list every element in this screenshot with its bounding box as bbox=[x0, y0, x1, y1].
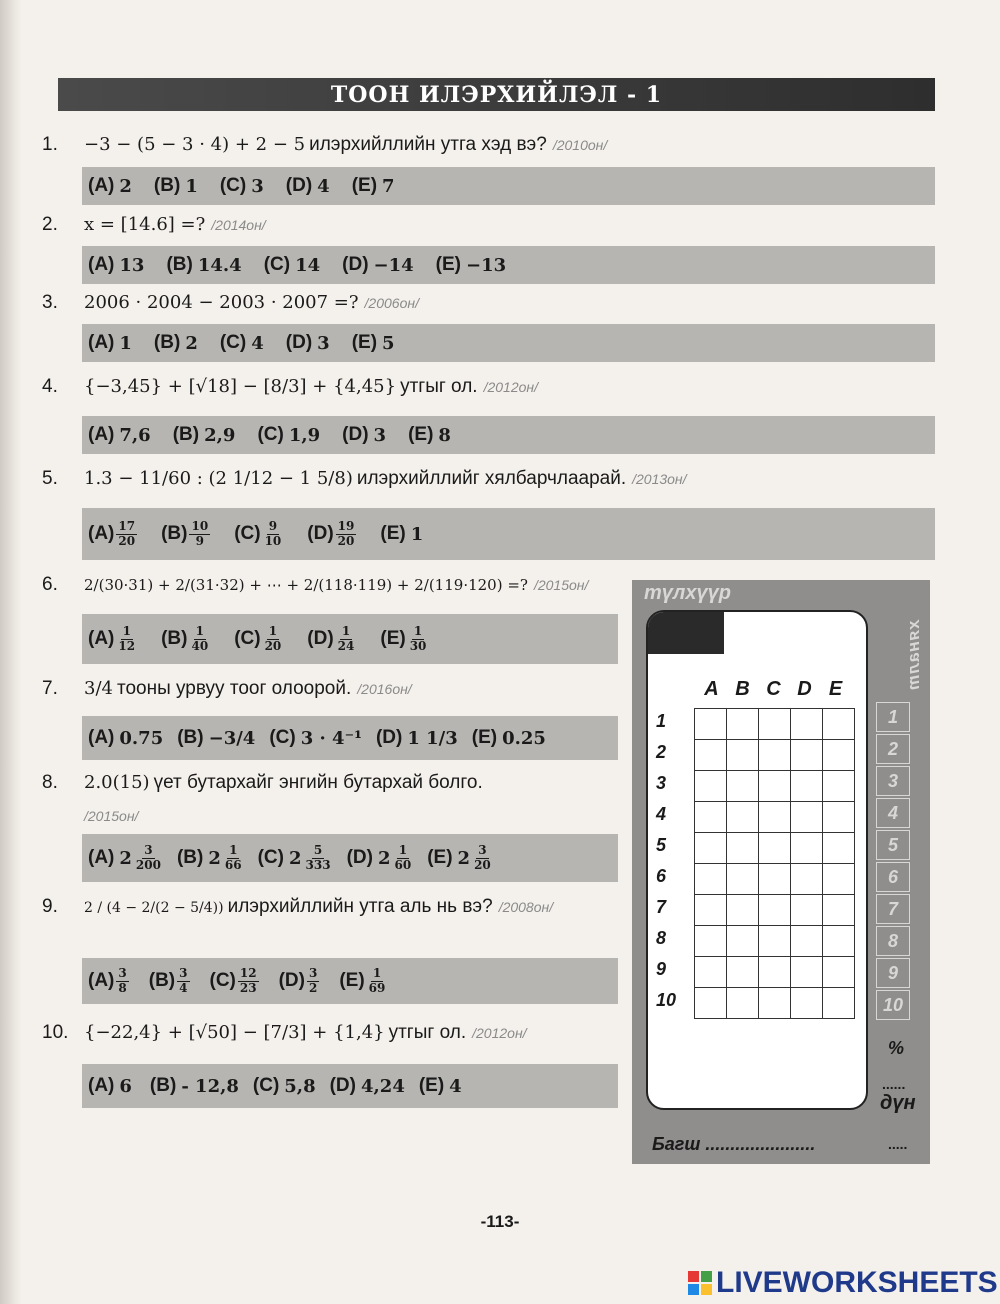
grid-cell[interactable] bbox=[759, 988, 791, 1019]
grid-cell[interactable] bbox=[695, 709, 727, 740]
option-b[interactable]: (B) $\frac{10}{9}$ bbox=[161, 519, 209, 548]
question-expression: 3/4 bbox=[84, 678, 113, 699]
liveworksheets-logo bbox=[688, 1266, 998, 1300]
option-e[interactable]: (E) 7 bbox=[351, 175, 395, 197]
answer-options-6 bbox=[82, 614, 618, 664]
grid-cell[interactable] bbox=[791, 988, 823, 1019]
option-c[interactable]: (C) 1,9 bbox=[257, 424, 321, 446]
grid-cell[interactable] bbox=[727, 957, 759, 988]
row-number: 1 bbox=[656, 711, 667, 731]
answer-options-1 bbox=[82, 167, 935, 205]
question-10 bbox=[42, 1022, 527, 1044]
grid-cell[interactable] bbox=[695, 957, 727, 988]
grid-cell[interactable] bbox=[791, 771, 823, 802]
option-d[interactable]: (D) 3 bbox=[342, 424, 387, 446]
grid-cell[interactable] bbox=[695, 895, 727, 926]
check-box[interactable]: 4 bbox=[876, 798, 910, 828]
option-c[interactable]: (C) $\frac{9}{10}$ bbox=[234, 519, 282, 548]
option-d[interactable]: (D) −14 bbox=[342, 254, 414, 276]
option-a[interactable]: (A) $\frac{3}{8}$ bbox=[88, 966, 127, 995]
grid-cell[interactable] bbox=[759, 771, 791, 802]
option-b[interactable]: (B) 2 bbox=[153, 332, 198, 354]
question-year: /2012он/ bbox=[472, 1025, 527, 1041]
question-text: утгыг ол. bbox=[388, 1022, 467, 1043]
letter-e: E bbox=[828, 678, 843, 700]
question-6 bbox=[42, 574, 588, 596]
answer-options-7 bbox=[82, 716, 618, 760]
option-a[interactable]: (A) 1 bbox=[88, 332, 132, 354]
option-c[interactable]: (C) 14 bbox=[263, 254, 321, 276]
option-c[interactable]: (C) 5,8 bbox=[252, 1075, 316, 1097]
option-d[interactable]: (D) 3 bbox=[285, 332, 330, 354]
question-7 bbox=[42, 678, 412, 700]
row-number: 3 bbox=[656, 773, 667, 793]
grid-cell[interactable] bbox=[791, 864, 823, 895]
answer-key-panel bbox=[632, 580, 930, 1164]
check-box[interactable]: 1 bbox=[876, 702, 910, 732]
question-expression: 2006 · 2004 − 2003 · 2007 =? bbox=[84, 292, 359, 313]
answer-letters bbox=[696, 678, 856, 701]
question-text: илэрхийллийн утга хэд вэ? bbox=[309, 134, 547, 155]
question-number: 2. bbox=[42, 214, 58, 235]
question-text: үет бутархайг энгийн бутархай болго. bbox=[153, 772, 483, 793]
answer-options-3 bbox=[82, 324, 935, 362]
answer-options-8 bbox=[82, 834, 618, 882]
question-2 bbox=[42, 214, 266, 236]
page-number: -113- bbox=[480, 1212, 520, 1231]
option-a[interactable]: (A) $\frac{17}{20}$ bbox=[88, 519, 136, 548]
grid-cell[interactable] bbox=[791, 709, 823, 740]
question-year: /2012он/ bbox=[483, 379, 538, 395]
grid-cell[interactable] bbox=[823, 740, 855, 771]
page-edge bbox=[0, 0, 22, 1304]
option-b[interactable]: (B) 2,9 bbox=[172, 424, 236, 446]
option-d[interactable]: (D) 1 1/3 bbox=[375, 727, 458, 749]
option-a[interactable]: (A) $\frac{1}{12}$ bbox=[88, 624, 136, 653]
question-year: /2006он/ bbox=[364, 295, 419, 311]
row-number: 4 bbox=[656, 804, 667, 824]
option-e[interactable]: (E) 8 bbox=[408, 424, 451, 446]
grid-cell[interactable] bbox=[823, 895, 855, 926]
question-number: 1. bbox=[42, 134, 58, 155]
grid-cell[interactable] bbox=[759, 895, 791, 926]
option-d[interactable]: (D) 4 bbox=[285, 175, 330, 197]
row-number: 7 bbox=[656, 897, 667, 917]
question-year: /2008он/ bbox=[498, 899, 554, 915]
question-text: илэрхийллийн утга аль нь вэ? bbox=[227, 896, 493, 917]
grid-cell[interactable] bbox=[759, 926, 791, 957]
option-a[interactable]: (A) 0.75 bbox=[88, 727, 164, 749]
grid-cell[interactable] bbox=[759, 864, 791, 895]
option-a[interactable]: (A) 2 $\frac{3}{200}$ bbox=[88, 843, 161, 872]
page-title: ТООН ИЛЭРХИЙЛЭЛ - 1 bbox=[58, 78, 935, 111]
grid-cell[interactable] bbox=[727, 802, 759, 833]
question-number: 10. bbox=[42, 1022, 69, 1043]
answer-key-card bbox=[646, 610, 868, 1110]
grid-cell[interactable] bbox=[759, 740, 791, 771]
option-e[interactable]: (E) $\frac{1}{30}$ bbox=[380, 624, 427, 653]
option-e[interactable]: (E) 2 $\frac{3}{20}$ bbox=[427, 843, 491, 872]
option-b[interactable]: (B) $\frac{3}{4}$ bbox=[148, 966, 188, 995]
option-b[interactable]: (B) −3/4 bbox=[177, 727, 256, 749]
option-d[interactable]: (D) 4,24 bbox=[329, 1075, 405, 1097]
check-box[interactable]: 8 bbox=[876, 926, 910, 956]
question-number: 5. bbox=[42, 468, 58, 489]
grid-cell[interactable] bbox=[823, 926, 855, 957]
grid-cell[interactable] bbox=[823, 771, 855, 802]
row-number: 9 bbox=[656, 959, 667, 979]
option-b[interactable]: (B) 2 $\frac{1}{66}$ bbox=[176, 843, 242, 872]
grid-cell[interactable] bbox=[695, 988, 727, 1019]
question-8 bbox=[42, 772, 483, 794]
question-number: 7. bbox=[42, 678, 58, 699]
question-year: /2014он/ bbox=[211, 217, 266, 233]
grid-cell[interactable] bbox=[759, 957, 791, 988]
question-expression: {−3,45} + [√18] − [8/3] + {4,45} bbox=[84, 376, 397, 397]
grid-cell[interactable] bbox=[727, 895, 759, 926]
answer-options-2 bbox=[82, 246, 935, 284]
grid-cell[interactable] bbox=[823, 709, 855, 740]
check-box[interactable]: 7 bbox=[876, 894, 910, 924]
teacher-signature-line: Багш ...................... bbox=[652, 1134, 816, 1154]
option-b[interactable]: (B) - 12,8 bbox=[149, 1075, 239, 1097]
grid-cell[interactable] bbox=[727, 988, 759, 1019]
question-4 bbox=[42, 376, 538, 398]
option-b[interactable]: (B) 14.4 bbox=[166, 254, 242, 276]
percent-label: % bbox=[888, 1038, 905, 1058]
option-c[interactable]: (C) 3 · 4⁻¹ bbox=[269, 727, 362, 749]
logo-wordmark: LIVEWORKSHEETS bbox=[716, 1266, 998, 1299]
answer-options-9 bbox=[82, 958, 618, 1004]
grid-cell[interactable] bbox=[759, 802, 791, 833]
row-number: 8 bbox=[656, 928, 667, 948]
check-box[interactable]: 9 bbox=[876, 958, 910, 988]
question-expression: {−22,4} + [√50] − [7/3] + {1,4} bbox=[84, 1022, 385, 1043]
row-number: 2 bbox=[656, 742, 667, 762]
answer-key-title: түлхүүр bbox=[644, 582, 731, 604]
grid-cell[interactable] bbox=[695, 833, 727, 864]
letter-c: C bbox=[766, 678, 781, 700]
letter-b: B bbox=[735, 678, 750, 700]
option-e[interactable]: (E) 1 bbox=[380, 523, 424, 545]
grid-cell[interactable] bbox=[727, 771, 759, 802]
option-d[interactable]: (D) $\frac{3}{2}$ bbox=[278, 966, 318, 995]
question-number: 3. bbox=[42, 292, 58, 313]
question-1 bbox=[42, 134, 607, 156]
grid-cell[interactable] bbox=[823, 988, 855, 1019]
option-d[interactable]: (D) 2 $\frac{1}{60}$ bbox=[346, 843, 412, 872]
question-text: утгыг ол. bbox=[400, 376, 478, 397]
answer-options-5 bbox=[82, 508, 935, 560]
check-title: хяналт bbox=[904, 620, 923, 692]
check-box[interactable]: 2 bbox=[876, 734, 910, 764]
check-box[interactable]: 6 bbox=[876, 862, 910, 892]
question-3 bbox=[42, 292, 419, 314]
grid-cell[interactable] bbox=[695, 864, 727, 895]
option-e[interactable]: (E) 0.25 bbox=[471, 727, 546, 749]
option-e[interactable]: (E) 5 bbox=[351, 332, 395, 354]
answer-options-10 bbox=[82, 1064, 618, 1108]
question-expression: 2 / (4 − 2/(2 − 5/4)) bbox=[84, 900, 224, 916]
question-expression: −3 − (5 − 3 · 4) + 2 − 5 bbox=[84, 134, 306, 155]
grid-cell[interactable] bbox=[727, 926, 759, 957]
grid-cell[interactable] bbox=[727, 740, 759, 771]
grid-cell[interactable] bbox=[695, 771, 727, 802]
grid-cell[interactable] bbox=[823, 833, 855, 864]
grid-cell[interactable] bbox=[759, 833, 791, 864]
question-text: тооны урвуу тоог олоорой. bbox=[116, 678, 352, 699]
question-year: /2013он/ bbox=[632, 471, 687, 487]
option-a[interactable]: (A) 7,6 bbox=[88, 424, 151, 446]
row-number: 10 bbox=[656, 990, 677, 1010]
question-text: илэрхийллийг хялбарчлаарай. bbox=[356, 468, 627, 489]
option-d[interactable]: (D) $\frac{19}{20}$ bbox=[307, 519, 355, 548]
row-number: 6 bbox=[656, 866, 667, 886]
answer-options-4 bbox=[82, 416, 935, 454]
grid-cell[interactable] bbox=[791, 895, 823, 926]
option-c[interactable]: (C) $\frac{12}{23}$ bbox=[209, 966, 257, 995]
option-b[interactable]: (B) $\frac{1}{40}$ bbox=[161, 624, 209, 653]
letter-a: A bbox=[704, 678, 719, 700]
question-number: 8. bbox=[42, 772, 58, 793]
question-year: /2016он/ bbox=[357, 681, 412, 697]
grid-cell[interactable] bbox=[695, 802, 727, 833]
question-year: /2015он/ bbox=[533, 577, 589, 593]
score-dots: ...... bbox=[882, 1076, 906, 1092]
option-e[interactable]: (E) −13 bbox=[435, 254, 507, 276]
check-box[interactable]: 10 bbox=[876, 990, 910, 1020]
grid-cell[interactable] bbox=[791, 926, 823, 957]
logo-icon bbox=[688, 1271, 712, 1295]
grid-cell[interactable] bbox=[695, 740, 727, 771]
grid-cell[interactable] bbox=[791, 833, 823, 864]
grid-cell[interactable] bbox=[727, 864, 759, 895]
question-9 bbox=[42, 896, 553, 918]
option-c[interactable]: (C) $\frac{1}{20}$ bbox=[234, 624, 282, 653]
option-d[interactable]: (D) $\frac{1}{24}$ bbox=[307, 624, 355, 653]
question-5 bbox=[42, 468, 687, 490]
grid-cell[interactable] bbox=[823, 802, 855, 833]
grid-cell[interactable] bbox=[823, 864, 855, 895]
grid-cell[interactable] bbox=[759, 709, 791, 740]
question-number: 6. bbox=[42, 574, 58, 595]
grid-cell[interactable] bbox=[727, 833, 759, 864]
grid-cell[interactable] bbox=[791, 740, 823, 771]
question-number: 4. bbox=[42, 376, 58, 397]
check-box[interactable]: 5 bbox=[876, 830, 910, 860]
letter-d: D bbox=[797, 678, 812, 700]
grid-cell[interactable] bbox=[695, 926, 727, 957]
option-c[interactable]: (C) 3 bbox=[219, 175, 264, 197]
answer-grid bbox=[694, 708, 855, 1019]
question-expression: x = [14.6] =? bbox=[84, 214, 206, 235]
question-expression: 2/(30·31) + 2/(31·32) + ⋯ + 2/(118·119) + 2/(119·120) =? bbox=[84, 576, 528, 594]
grid-cell[interactable] bbox=[823, 957, 855, 988]
question-expression: 1.3 − 11/60 : (2 1/12 − 1 5/8) bbox=[84, 468, 353, 489]
option-c[interactable]: (C) 2 $\frac{5}{333}$ bbox=[257, 843, 331, 872]
total-label: дүн bbox=[880, 1092, 916, 1114]
question-year: /2015он/ bbox=[84, 808, 139, 824]
option-b[interactable]: (B) 1 bbox=[153, 175, 198, 197]
option-e[interactable]: (E) $\frac{1}{69}$ bbox=[339, 966, 386, 995]
card-corner-block bbox=[648, 612, 724, 654]
question-expression: 2.0(15) bbox=[84, 772, 150, 793]
question-year: /2010он/ bbox=[552, 137, 608, 153]
grid-cell[interactable] bbox=[791, 802, 823, 833]
teacher-dots: ..... bbox=[888, 1136, 908, 1152]
option-a[interactable]: (A) 6 bbox=[88, 1075, 132, 1097]
option-a[interactable]: (A) 13 bbox=[88, 254, 145, 276]
grid-cell[interactable] bbox=[791, 957, 823, 988]
row-number: 5 bbox=[656, 835, 667, 855]
check-box[interactable]: 3 bbox=[876, 766, 910, 796]
option-a[interactable]: (A) 2 bbox=[88, 175, 132, 197]
grid-cell[interactable] bbox=[727, 709, 759, 740]
question-number: 9. bbox=[42, 896, 58, 917]
option-e[interactable]: (E) 4 bbox=[418, 1075, 462, 1097]
option-c[interactable]: (C) 4 bbox=[219, 332, 264, 354]
